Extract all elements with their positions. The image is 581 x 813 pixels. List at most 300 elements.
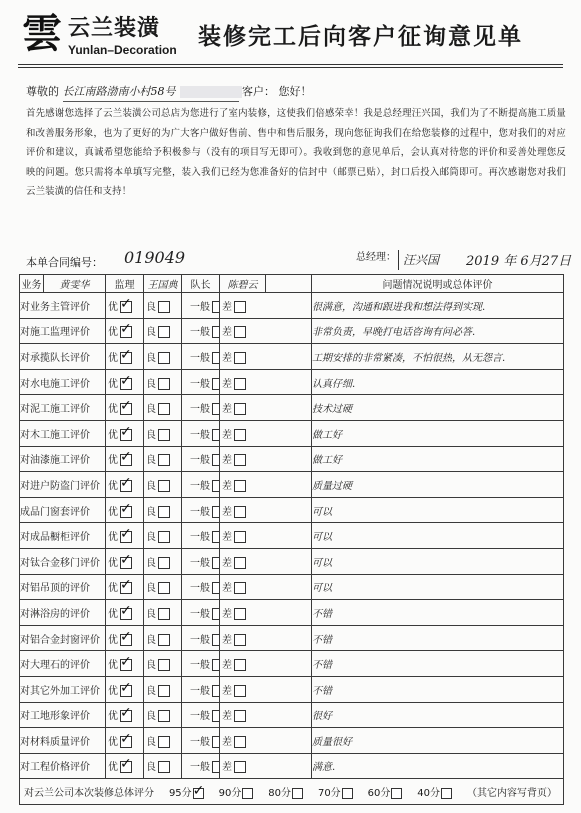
rating-option-cell[interactable] xyxy=(220,600,312,626)
rating-option-cell[interactable] xyxy=(144,676,182,702)
rating-checkbox[interactable] xyxy=(158,454,170,466)
rating-option-label: 良 xyxy=(146,327,156,339)
row-comment[interactable]: 不错 xyxy=(312,651,564,677)
rating-option-label: 优 xyxy=(108,327,118,339)
rating-option-cell[interactable] xyxy=(182,753,220,779)
rating-option-cell[interactable] xyxy=(106,728,144,754)
manager-signature: 汪兴国 xyxy=(398,250,456,270)
rating-checkbox[interactable] xyxy=(234,301,246,313)
rating-option-label: 差 xyxy=(222,480,232,492)
rating-option-label: 优 xyxy=(108,660,118,672)
rating-option-label: 一般 xyxy=(190,506,210,518)
rating-option-cell[interactable] xyxy=(144,574,182,600)
rating-checkbox[interactable] xyxy=(234,761,246,773)
rating-checkbox[interactable] xyxy=(120,403,132,415)
rating-option-cell[interactable] xyxy=(144,497,182,523)
rating-option-cell[interactable] xyxy=(182,600,220,626)
rating-option-cell[interactable] xyxy=(144,293,182,319)
rating-checkbox[interactable] xyxy=(158,531,170,543)
rating-checkbox[interactable] xyxy=(234,352,246,364)
rating-option-label: 优 xyxy=(108,480,118,492)
row-comment[interactable]: 质量很好 xyxy=(312,728,564,754)
rating-option-cell[interactable] xyxy=(220,728,312,754)
rating-checkbox[interactable] xyxy=(212,710,220,722)
rating-option-cell[interactable] xyxy=(106,600,144,626)
rating-option-cell[interactable] xyxy=(106,497,144,523)
rating-checkbox[interactable] xyxy=(234,326,246,338)
rating-option-cell[interactable] xyxy=(182,676,220,702)
greeting-prefix: 尊敬的 xyxy=(26,85,59,98)
comments-header: 问题情况说明或总体评价 xyxy=(312,275,564,293)
row-comment[interactable]: 满意. xyxy=(312,753,564,779)
rating-option-label: 差 xyxy=(222,532,232,544)
rating-checkbox[interactable] xyxy=(234,736,246,748)
row-label: 对工程价格评价 xyxy=(20,753,106,779)
rating-checkbox[interactable] xyxy=(158,685,170,697)
rating-option-label: 良 xyxy=(146,762,156,774)
rating-option-cell[interactable] xyxy=(144,753,182,779)
table-row xyxy=(20,600,564,626)
rating-checkbox[interactable] xyxy=(120,506,132,518)
rating-option-cell[interactable] xyxy=(220,369,312,395)
row-comment[interactable]: 技术过硬 xyxy=(312,395,564,421)
rating-checkbox[interactable] xyxy=(158,761,170,773)
rating-checkbox[interactable] xyxy=(120,736,132,748)
rating-option-cell[interactable] xyxy=(220,574,312,600)
rating-checkbox[interactable] xyxy=(120,531,132,543)
rating-option-label: 良 xyxy=(146,455,156,467)
rating-option-cell[interactable] xyxy=(182,293,220,319)
rating-option-cell[interactable] xyxy=(144,344,182,370)
total-score-row xyxy=(20,779,564,805)
rating-option-label: 差 xyxy=(222,685,232,697)
rating-checkbox[interactable] xyxy=(234,582,246,594)
table-row xyxy=(20,344,564,370)
rating-checkbox[interactable] xyxy=(158,736,170,748)
rating-option-label: 一般 xyxy=(190,301,210,313)
rating-checkbox[interactable] xyxy=(212,582,220,594)
rating-checkbox[interactable] xyxy=(120,608,132,620)
rating-checkbox[interactable] xyxy=(234,403,246,415)
rating-option-label: 优 xyxy=(108,352,118,364)
rating-option-label: 良 xyxy=(146,480,156,492)
table-row xyxy=(20,472,564,498)
row-comment[interactable]: 工期安排的非常紧凑，不怕很热，从无怨言. xyxy=(312,344,564,370)
rating-option-cell[interactable] xyxy=(220,523,312,549)
row-label: 对进户防盗门评价 xyxy=(20,472,106,498)
header-rule-thin xyxy=(18,67,563,68)
rating-option-label: 差 xyxy=(222,583,232,595)
rating-checkbox[interactable] xyxy=(234,454,246,466)
rating-checkbox[interactable] xyxy=(212,429,220,441)
row-comment[interactable]: 不错 xyxy=(312,625,564,651)
rating-option-cell[interactable] xyxy=(182,472,220,498)
rating-checkbox[interactable] xyxy=(212,531,220,543)
score-option-label: 95分 xyxy=(168,788,192,800)
row-label: 对铝吊顶的评价 xyxy=(20,574,106,600)
score-option[interactable] xyxy=(268,784,303,799)
row-comment[interactable]: 可以 xyxy=(312,548,564,574)
rating-option-cell[interactable] xyxy=(106,472,144,498)
foreman-label: 队长 xyxy=(182,275,220,293)
rating-option-cell[interactable] xyxy=(182,548,220,574)
score-option[interactable] xyxy=(417,784,452,799)
rating-option-cell[interactable] xyxy=(220,651,312,677)
rating-option-cell[interactable] xyxy=(106,676,144,702)
rating-option-label: 一般 xyxy=(190,378,210,390)
rating-option-cell[interactable] xyxy=(182,395,220,421)
rating-option-label: 优 xyxy=(108,762,118,774)
header-rule xyxy=(18,64,563,65)
row-comment[interactable]: 很好 xyxy=(312,702,564,728)
rating-option-label: 差 xyxy=(222,608,232,620)
sign-date[interactable]: 2019 年 6月27日 xyxy=(466,254,572,269)
logo-glyph: 雲 xyxy=(22,10,62,57)
score-checkbox[interactable] xyxy=(193,788,204,799)
rating-option-cell[interactable] xyxy=(144,548,182,574)
form-title: 装修完工后向客户征询意见单 xyxy=(198,24,523,50)
rating-checkbox[interactable] xyxy=(158,659,170,671)
rating-checkbox[interactable] xyxy=(234,710,246,722)
customer-address: 长江南路渤南小村58号 xyxy=(62,85,176,98)
header-blank-cell xyxy=(266,275,312,293)
rating-checkbox[interactable] xyxy=(212,634,220,646)
rating-checkbox[interactable] xyxy=(120,582,132,594)
rating-checkbox[interactable] xyxy=(212,454,220,466)
rating-checkbox[interactable] xyxy=(234,531,246,543)
rating-checkbox[interactable] xyxy=(120,429,132,441)
table-row xyxy=(20,651,564,677)
rating-option-cell[interactable] xyxy=(106,651,144,677)
table-row xyxy=(20,318,564,344)
rating-option-cell[interactable] xyxy=(106,548,144,574)
rating-option-cell[interactable] xyxy=(182,702,220,728)
score-option-label: 90分 xyxy=(218,788,242,800)
row-comment[interactable]: 可以 xyxy=(312,574,564,600)
rating-checkbox[interactable] xyxy=(120,659,132,671)
rating-option-label: 良 xyxy=(146,532,156,544)
rating-option-label: 差 xyxy=(222,378,232,390)
score-option[interactable] xyxy=(318,784,353,799)
rating-checkbox[interactable] xyxy=(234,557,246,569)
reference-line xyxy=(26,248,572,272)
row-comment[interactable]: 做工好 xyxy=(312,420,564,446)
row-comment[interactable]: 做工好 xyxy=(312,446,564,472)
rating-option-label: 良 xyxy=(146,352,156,364)
rating-option-cell[interactable] xyxy=(220,702,312,728)
rating-checkbox[interactable] xyxy=(234,429,246,441)
rating-option-cell[interactable] xyxy=(144,600,182,626)
table-row xyxy=(20,446,564,472)
intro-paragraph: 首先感谢您选择了云兰装潢公司总店为您进行了室内装修，这使我们倍感荣幸！我是总经理汪兴国，我们为了不断提高施工质量和改善服务形象，也为了更好的为广大客户做好售前、售中和售后服务，现向您征询我们在给您装修的过程中，您对我们的对应评价和建议，真诚希望您能给予积极参与（没有的项目写无即可）。我收到您的意见单后，会认真对待您的评价和妥善处理您反映的问题。您只需将本单填写完整，装入我们已经为您准备好的信封中（邮票已贴），封口后投入邮筒即可。再次感谢您对我们云兰装潢的信任和支持！ xyxy=(26,108,566,198)
rating-checkbox[interactable] xyxy=(158,480,170,492)
rating-checkbox[interactable] xyxy=(212,378,220,390)
row-label: 成品门窗套评价 xyxy=(20,497,106,523)
rating-checkbox[interactable] xyxy=(120,761,132,773)
rating-option-label: 一般 xyxy=(190,583,210,595)
rating-option-cell[interactable] xyxy=(144,728,182,754)
table-header-row xyxy=(20,275,564,293)
score-option[interactable] xyxy=(169,784,204,799)
rating-checkbox[interactable] xyxy=(158,301,170,313)
rating-checkbox[interactable] xyxy=(158,352,170,364)
rating-option-cell[interactable] xyxy=(220,318,312,344)
rating-checkbox[interactable] xyxy=(158,557,170,569)
rating-checkbox[interactable] xyxy=(158,403,170,415)
rating-option-label: 一般 xyxy=(190,455,210,467)
rating-option-cell[interactable] xyxy=(220,676,312,702)
rating-option-label: 一般 xyxy=(190,327,210,339)
rating-option-label: 一般 xyxy=(190,608,210,620)
rating-option-cell[interactable] xyxy=(144,472,182,498)
rating-checkbox[interactable] xyxy=(158,378,170,390)
supervisor-name[interactable]: 王国典 xyxy=(144,275,182,293)
rating-option-label: 差 xyxy=(222,327,232,339)
rating-checkbox[interactable] xyxy=(120,557,132,569)
rating-option-cell[interactable] xyxy=(106,574,144,600)
rating-option-cell[interactable] xyxy=(144,702,182,728)
rating-checkbox[interactable] xyxy=(158,710,170,722)
rating-checkbox[interactable] xyxy=(212,352,220,364)
company-logo xyxy=(22,12,182,64)
rating-checkbox[interactable] xyxy=(212,736,220,748)
score-option-label: 80分 xyxy=(268,788,292,800)
rating-option-label: 良 xyxy=(146,506,156,518)
manager-label: 总经理： xyxy=(356,252,396,263)
table-row xyxy=(20,728,564,754)
rating-option-label: 一般 xyxy=(190,557,210,569)
rating-checkbox[interactable] xyxy=(234,608,246,620)
customer-address-field[interactable] xyxy=(63,83,239,102)
rating-checkbox[interactable] xyxy=(158,326,170,338)
table-row xyxy=(20,369,564,395)
row-label: 对水电施工评价 xyxy=(20,369,106,395)
rating-option-label: 一般 xyxy=(190,352,210,364)
score-option-label: 60分 xyxy=(367,788,391,800)
business-name[interactable]: 黄雯华 xyxy=(44,275,106,293)
row-label: 对材料质量评价 xyxy=(20,728,106,754)
logo-chinese-name: 云兰装潢 xyxy=(68,16,161,41)
rating-checkbox[interactable] xyxy=(120,710,132,722)
rating-option-cell[interactable] xyxy=(182,446,220,472)
rating-checkbox[interactable] xyxy=(234,480,246,492)
row-comment[interactable]: 质量过硬 xyxy=(312,472,564,498)
rating-option-cell[interactable] xyxy=(106,369,144,395)
rating-option-cell[interactable] xyxy=(106,420,144,446)
supervisor-label: 监理 xyxy=(106,275,144,293)
rating-option-label: 良 xyxy=(146,608,156,620)
rating-option-cell[interactable] xyxy=(220,625,312,651)
rating-checkbox[interactable] xyxy=(120,378,132,390)
row-comment[interactable]: 认真仔细. xyxy=(312,369,564,395)
rating-option-cell[interactable] xyxy=(220,548,312,574)
rating-option-cell[interactable] xyxy=(182,369,220,395)
rating-option-cell[interactable] xyxy=(144,395,182,421)
rating-option-label: 差 xyxy=(222,506,232,518)
rating-option-cell[interactable] xyxy=(106,446,144,472)
rating-option-cell[interactable] xyxy=(144,651,182,677)
rating-checkbox[interactable] xyxy=(158,506,170,518)
row-label: 对业务主管评价 xyxy=(20,293,106,319)
table-row xyxy=(20,625,564,651)
rating-checkbox[interactable] xyxy=(158,582,170,594)
rating-checkbox[interactable] xyxy=(212,557,220,569)
row-comment[interactable]: 非常负责，早晚打电话咨询有问必答. xyxy=(312,318,564,344)
rating-checkbox[interactable] xyxy=(234,685,246,697)
score-checkbox[interactable] xyxy=(242,788,253,799)
table-row xyxy=(20,753,564,779)
rating-option-cell[interactable] xyxy=(106,318,144,344)
rating-checkbox[interactable] xyxy=(234,378,246,390)
rating-option-label: 优 xyxy=(108,736,118,748)
rating-option-cell[interactable] xyxy=(182,523,220,549)
rating-option-label: 差 xyxy=(222,557,232,569)
rating-checkbox[interactable] xyxy=(158,634,170,646)
rating-option-label: 差 xyxy=(222,660,232,672)
rating-option-label: 良 xyxy=(146,634,156,646)
rating-option-cell[interactable] xyxy=(182,625,220,651)
rating-option-label: 优 xyxy=(108,455,118,467)
row-label: 对木工施工评价 xyxy=(20,420,106,446)
rating-option-label: 优 xyxy=(108,711,118,723)
rating-option-cell[interactable] xyxy=(106,625,144,651)
rating-option-label: 优 xyxy=(108,532,118,544)
row-label: 对其它外加工评价 xyxy=(20,676,106,702)
rating-checkbox[interactable] xyxy=(212,301,220,313)
row-label: 对大理石的评价 xyxy=(20,651,106,677)
evaluation-table xyxy=(19,274,564,805)
rating-option-cell[interactable] xyxy=(106,753,144,779)
rating-option-label: 差 xyxy=(222,352,232,364)
rating-option-label: 优 xyxy=(108,404,118,416)
rating-option-cell[interactable] xyxy=(106,344,144,370)
rating-checkbox[interactable] xyxy=(212,326,220,338)
rating-option-cell[interactable] xyxy=(106,395,144,421)
rating-option-cell[interactable] xyxy=(182,420,220,446)
rating-option-label: 优 xyxy=(108,685,118,697)
rating-checkbox[interactable] xyxy=(234,659,246,671)
rating-option-cell[interactable] xyxy=(220,420,312,446)
rating-option-cell[interactable] xyxy=(220,753,312,779)
evaluation-table-body xyxy=(20,275,564,805)
score-option[interactable] xyxy=(368,784,403,799)
rating-option-label: 优 xyxy=(108,429,118,441)
rating-checkbox[interactable] xyxy=(212,659,220,671)
rating-option-cell[interactable] xyxy=(182,651,220,677)
table-row xyxy=(20,420,564,446)
rating-option-cell[interactable] xyxy=(144,420,182,446)
row-label: 对施工监理评价 xyxy=(20,318,106,344)
row-comment[interactable]: 很满意，沟通和跟进我和想法得到实现. xyxy=(312,293,564,319)
rating-checkbox[interactable] xyxy=(212,685,220,697)
rating-checkbox[interactable] xyxy=(234,506,246,518)
row-comment[interactable]: 不错 xyxy=(312,676,564,702)
row-comment[interactable]: 不错 xyxy=(312,600,564,626)
total-score-options xyxy=(20,784,563,799)
rating-option-cell[interactable] xyxy=(144,523,182,549)
logo-english-name: Yunlan–Decoration xyxy=(68,43,177,57)
rating-option-cell[interactable] xyxy=(182,574,220,600)
rating-checkbox[interactable] xyxy=(120,326,132,338)
back-page-note: （其它内容写背页） xyxy=(466,788,557,800)
rating-option-cell[interactable] xyxy=(144,446,182,472)
score-option-label: 70分 xyxy=(317,788,341,800)
score-option[interactable] xyxy=(219,784,254,799)
row-label: 对泥工施工评价 xyxy=(20,395,106,421)
rating-option-cell[interactable] xyxy=(144,318,182,344)
table-row xyxy=(20,497,564,523)
greeting-line xyxy=(26,82,566,102)
table-row xyxy=(20,293,564,319)
rating-option-cell[interactable] xyxy=(220,293,312,319)
rating-option-label: 优 xyxy=(108,506,118,518)
rating-option-label: 良 xyxy=(146,404,156,416)
rating-option-label: 一般 xyxy=(190,532,210,544)
score-checkbox[interactable] xyxy=(441,788,452,799)
rating-option-cell[interactable] xyxy=(144,625,182,651)
rating-option-label: 差 xyxy=(222,634,232,646)
row-comment[interactable]: 可以 xyxy=(312,523,564,549)
rating-checkbox[interactable] xyxy=(234,634,246,646)
rating-option-label: 优 xyxy=(108,557,118,569)
score-checkbox[interactable] xyxy=(292,788,303,799)
rating-checkbox[interactable] xyxy=(120,352,132,364)
rating-checkbox[interactable] xyxy=(212,761,220,773)
rating-option-cell[interactable] xyxy=(220,472,312,498)
rating-option-label: 优 xyxy=(108,301,118,313)
rating-checkbox[interactable] xyxy=(120,634,132,646)
rating-checkbox[interactable] xyxy=(158,429,170,441)
rating-option-cell[interactable] xyxy=(106,523,144,549)
rating-option-label: 一般 xyxy=(190,685,210,697)
row-comment[interactable]: 可以 xyxy=(312,497,564,523)
redaction-mark xyxy=(180,86,242,98)
rating-option-cell[interactable] xyxy=(182,318,220,344)
rating-option-label: 优 xyxy=(108,378,118,390)
rating-checkbox[interactable] xyxy=(120,301,132,313)
rating-option-cell[interactable] xyxy=(182,728,220,754)
business-label: 业务 xyxy=(20,275,44,293)
rating-option-cell[interactable] xyxy=(144,369,182,395)
rating-checkbox[interactable] xyxy=(120,480,132,492)
contract-number[interactable]: 019049 xyxy=(124,248,186,267)
score-checkbox[interactable] xyxy=(391,788,402,799)
rating-option-cell[interactable] xyxy=(106,293,144,319)
rating-option-cell[interactable] xyxy=(220,344,312,370)
foreman-name[interactable]: 陈碧云 xyxy=(220,275,266,293)
rating-option-cell[interactable] xyxy=(182,344,220,370)
rating-checkbox[interactable] xyxy=(212,506,220,518)
rating-option-label: 良 xyxy=(146,378,156,390)
rating-option-cell[interactable] xyxy=(220,395,312,421)
rating-option-cell[interactable] xyxy=(220,497,312,523)
rating-option-cell[interactable] xyxy=(220,446,312,472)
rating-option-label: 优 xyxy=(108,634,118,646)
rating-checkbox[interactable] xyxy=(120,454,132,466)
rating-option-label: 差 xyxy=(222,429,232,441)
rating-checkbox[interactable] xyxy=(212,403,220,415)
rating-checkbox[interactable] xyxy=(212,480,220,492)
score-checkbox[interactable] xyxy=(342,788,353,799)
rating-option-label: 差 xyxy=(222,711,232,723)
rating-checkbox[interactable] xyxy=(212,608,220,620)
rating-checkbox[interactable] xyxy=(158,608,170,620)
rating-checkbox[interactable] xyxy=(120,685,132,697)
rating-option-cell[interactable] xyxy=(106,702,144,728)
rating-option-label: 良 xyxy=(146,429,156,441)
rating-option-label: 差 xyxy=(222,762,232,774)
rating-option-cell[interactable] xyxy=(182,497,220,523)
